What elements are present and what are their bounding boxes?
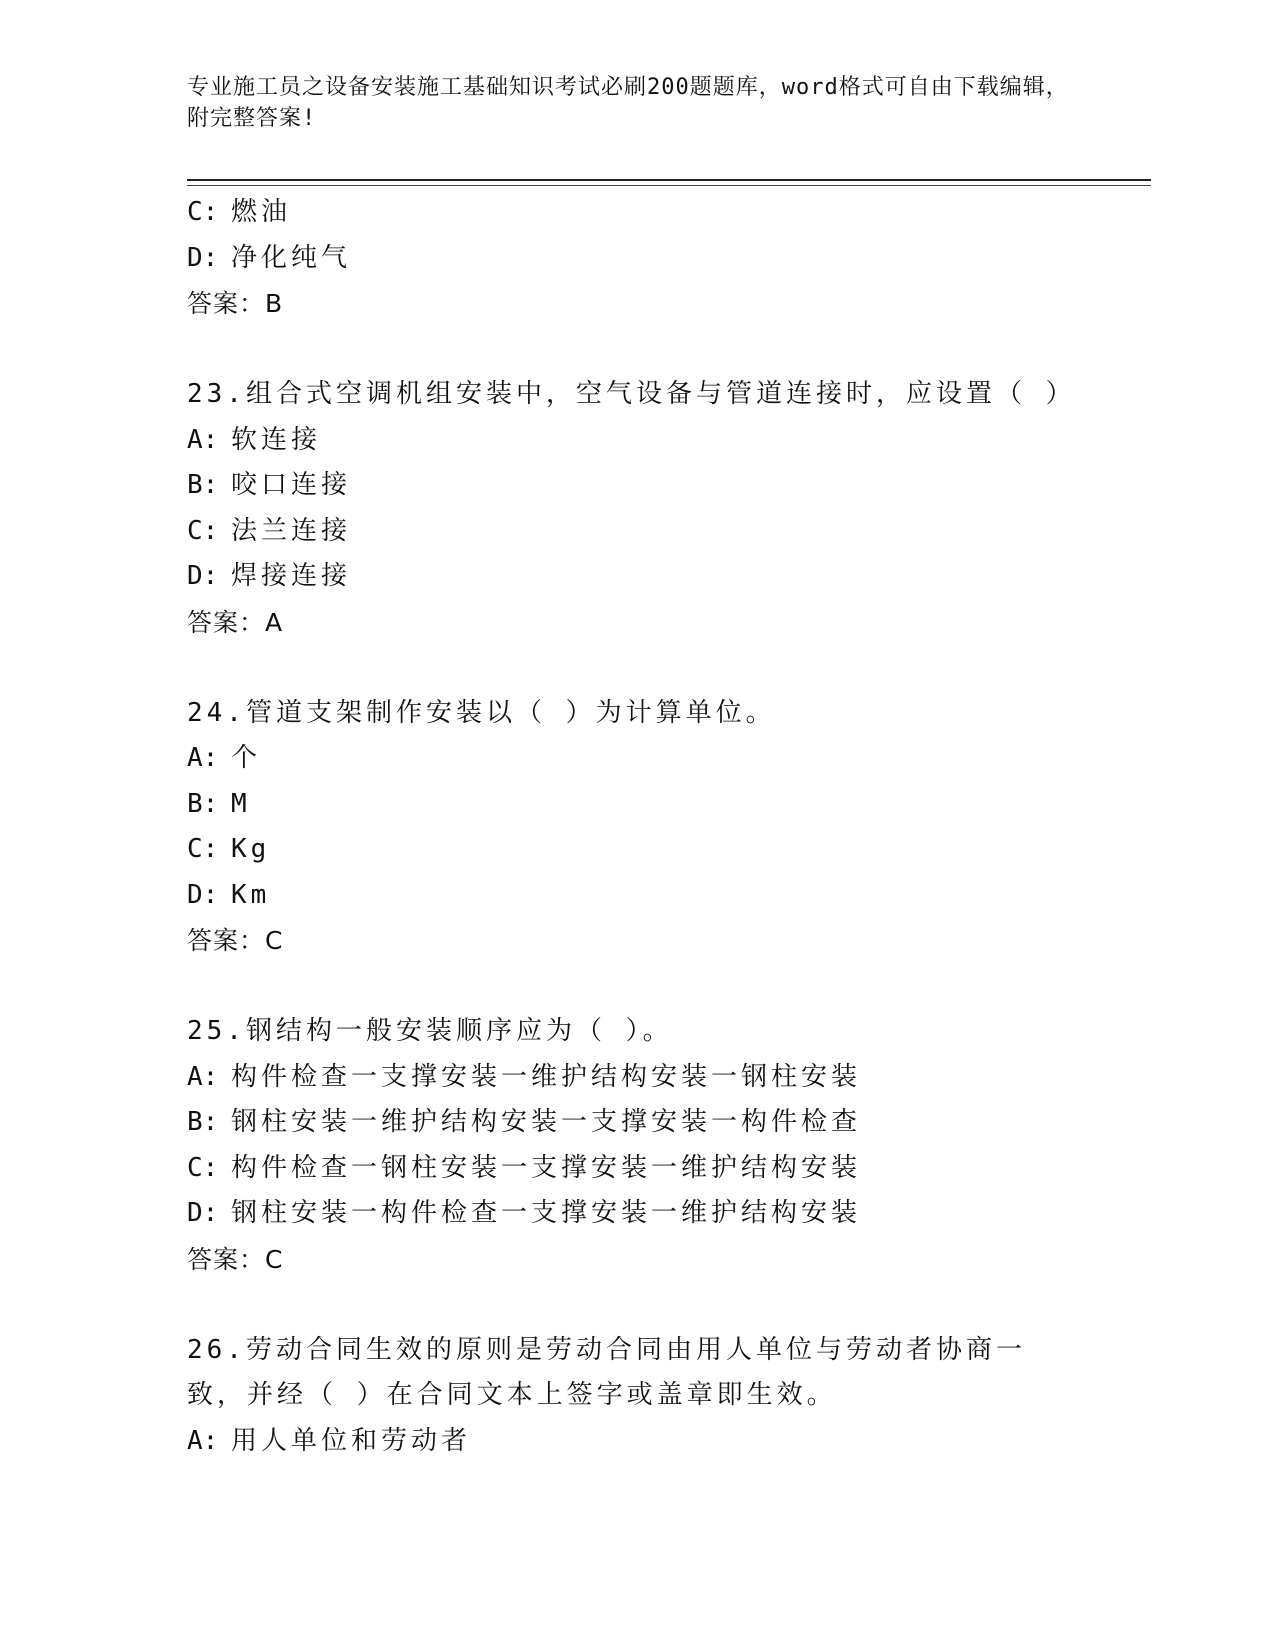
option-a: [187, 1055, 1087, 1101]
option-text: 钢柱安装一构件检查一支撑安装一维护结构安装: [231, 1198, 862, 1228]
question-26: [187, 1328, 1087, 1465]
question-22-tail: [187, 190, 1087, 327]
option-a: [187, 418, 1087, 464]
question-stem: 24.管道支架制作安装以（ ）为计算单位。: [187, 697, 776, 728]
option-key: A:: [187, 424, 219, 455]
option-key: D:: [187, 1198, 219, 1228]
option-text: 焊接连接: [231, 561, 352, 591]
option-text: 钢柱安装一维护结构安装一支撑安装一构件检查: [231, 1107, 862, 1137]
header-rule-thin: [187, 185, 1151, 186]
question-stem: 25.钢结构一般安装顺序应为（ ）。: [187, 1016, 673, 1046]
option-key: B:: [187, 1107, 219, 1137]
question-list: [187, 190, 1087, 1464]
option-key: C:: [187, 515, 219, 546]
question-24: [187, 691, 1087, 965]
spacer: [187, 964, 1087, 1009]
option-text: 法兰连接: [231, 515, 352, 546]
option-key: C:: [187, 197, 219, 227]
option-key: A:: [187, 1061, 219, 1092]
option-a: [187, 736, 1087, 782]
option-text: 净化纯气: [231, 242, 352, 273]
option-b: [187, 463, 1087, 509]
option-text: M: [231, 788, 251, 819]
option-text: 燃油: [231, 197, 292, 227]
option-key: C:: [187, 1152, 219, 1183]
header-rule-thick: [187, 179, 1151, 181]
option-key: A:: [187, 743, 219, 773]
option-c: [187, 190, 1087, 236]
option-c: [187, 509, 1087, 555]
option-text: 构件检查一钢柱安装一支撑安装一维护结构安装: [231, 1152, 862, 1183]
option-text: 个: [231, 743, 262, 773]
spacer: [187, 327, 1087, 372]
option-key: C:: [187, 834, 219, 864]
option-text: 用人单位和劳动者: [231, 1425, 472, 1456]
option-d: [187, 554, 1087, 600]
option-c: [187, 827, 1087, 873]
option-b: [187, 1100, 1087, 1146]
option-a: [187, 1419, 1087, 1465]
option-d: [187, 236, 1087, 282]
option-key: D:: [187, 879, 219, 910]
spacer: [187, 1283, 1087, 1328]
option-d: [187, 873, 1087, 919]
option-d: [187, 1191, 1087, 1237]
question-25: [187, 1009, 1087, 1283]
question-stem: 23.组合式空调机组安装中，空气设备与管道连接时，应设置（ ）: [187, 379, 1076, 409]
option-key: A:: [187, 1425, 219, 1456]
question-stem: 26.劳动合同生效的原则是劳动合同由用人单位与劳动者协商一致，并经（ ）在合同文本上签字或盖章即生效。: [187, 1334, 1026, 1410]
option-text: 构件检查一支撑安装一维护结构安装一钢柱安装: [231, 1061, 862, 1092]
answer-line: 答案：A: [187, 607, 284, 637]
document-header: 专业施工员之设备安装施工基础知识考试必刷200题题库，word格式可自由下载编辑，附完整答案!: [187, 75, 1069, 131]
question-23: [187, 372, 1087, 646]
option-text: 软连接: [231, 424, 322, 455]
spacer: [187, 646, 1087, 691]
answer-line: 答案：B: [187, 289, 284, 318]
option-text: Km: [231, 879, 271, 910]
option-key: B:: [187, 788, 219, 819]
answer-line: 答案：C: [187, 926, 284, 955]
answer-line: 答案：C: [187, 1244, 284, 1274]
option-c: [187, 1146, 1087, 1192]
option-key: B:: [187, 470, 219, 500]
option-key: D:: [187, 561, 219, 591]
option-text: 咬口连接: [231, 470, 352, 500]
option-b: [187, 782, 1087, 828]
option-text: Kg: [231, 834, 271, 864]
option-key: D:: [187, 242, 219, 273]
